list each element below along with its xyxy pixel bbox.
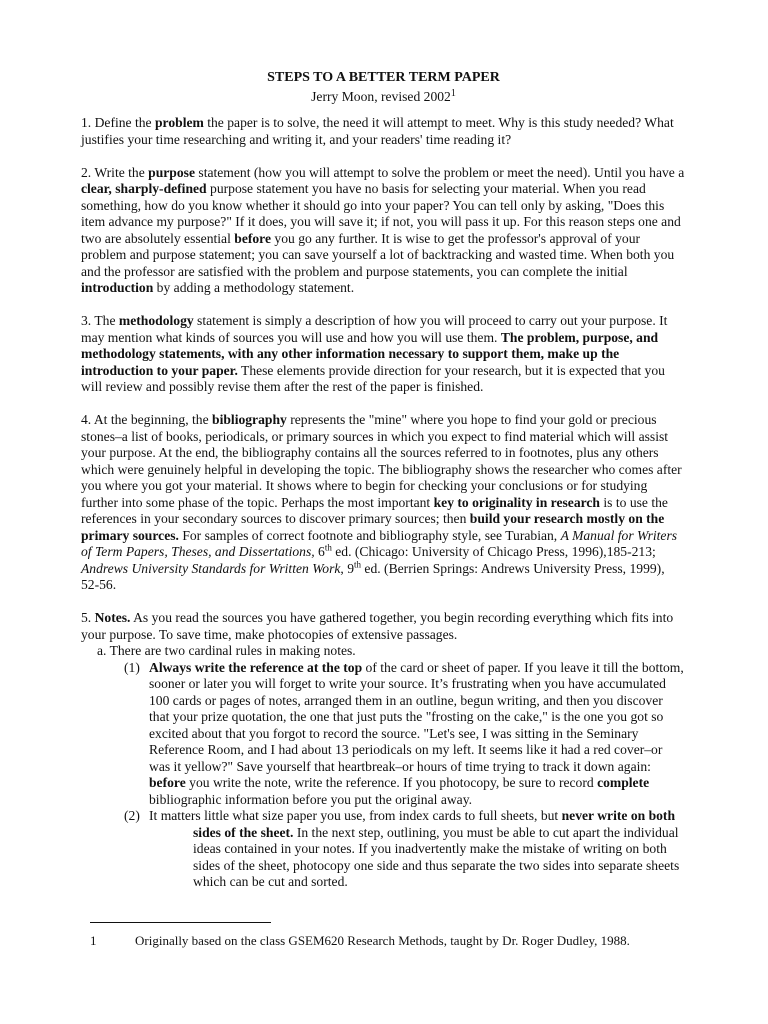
footnote [90, 933, 710, 949]
author-line [81, 89, 686, 106]
paragraph-methodology: 3. The methodology statement is simply a description of how you will proceed to carry out your purpose. It may mention what kinds of sources you will use and how you will use them. The problem, purpose, and methodology statements, with any other information necessary to support them, make up the introduction to your paper. These elements provide direction for your research, but it is expected that you will review and possibly revise them after the rest of the paper is finished. [81, 313, 668, 394]
footnote-divider [90, 922, 271, 923]
page-title: STEPS TO A BETTER TERM PAPER [267, 70, 500, 85]
footnote-text: Originally based on the class GSEM620 Research Methods, taught by Dr. Roger Dudley, 1988. [135, 933, 630, 948]
paragraph-purpose: 2. Write the purpose statement (how you will attempt to solve the problem or meet the need). Until you have a clear, sharply-defined purpose statement you have no basis for selecting your material. When you read something, how do you know whether it should go into your paper? You can tell only by asking, "Does this item advance my purpose?" If it does, you will save it; if not, you will pass it up. For this reason steps one and two are absolutely essential before you go any further. It is wise to get the professor's approval of your problem and purpose statement; you can save yourself a lot of backtracking and wasted time. When both you and the professor are satisfied with the problem and purpose statements, you can complete the initial introduction by adding a methodology statement. [81, 164, 685, 295]
paragraph-problem: 1. Define the problem the paper is to solve, the need it will attempt to meet. Why is this study needed? What justifies your time researching and writing it, and your readers' time reading it? [81, 115, 674, 147]
footnote-number: 1 [90, 933, 97, 948]
paragraph-notes: 5. Notes. As you read the sources you have gathered together, you begin recording everything which fits into your purpose. To save time, make photocopies of extensive passages. [81, 610, 674, 642]
list-number: (1) [124, 659, 140, 675]
list-item-1: (1) Always write the reference at the top of the card or sheet of paper. If you leave it till the bottom, sooner or later you will forget to write your source. It’s frustrating when you have accumulated 100 cards or pages of notes, arranged them in an outline, begun writing, and then you discover that your prize quotation, the one that just puts the "frosting on the cake," is the one you got so excited about that you forgot to record the source. "Let's see, I was sitting in the Seminary Reference Room, and I had about 13 periodicals on my left. It seems like it had a red cover–or was it yellow?" Save yourself that heartbreak–or hours of time trying to track it down again: before you write the note, write the reference. If you photocopy, be sure to record complete bibliographic information before you put the original away. [124, 659, 684, 807]
paragraph-bibliography: 4. At the beginning, the bibliography represents the "mine" where you hope to find your gold or precious stones–a list of books, periodicals, or primary sources in which you expect to find material which will assist your purpose. At the end, the bibliography contains all the sources referred to in footnotes, plus any others which were genuinely helpful in developing the topic. The bibliography shows the researcher who comes after you where you got your material. It shows where to begin for checking your conclusions or for studying further into some phase of the topic. Perhaps the most important key to originality in research is to use the references in your secondary sources to discover primary sources; then build your research mostly on the primary sources. For samples of correct footnote and bibliography style, see Turabian, A Manual for Writers of Term Papers, Theses, and Dissertations, 6th ed. (Chicago: University of Chicago Press, 1996),185-213; Andrews University Standards for Written Work, 9th ed. (Berrien Springs: Andrews University Press, 1999), 52-56. [81, 412, 682, 592]
author-name: Jerry Moon, revised 2002 [311, 88, 451, 104]
footnote-ref: 1 [450, 87, 456, 99]
list-number: (2) [124, 808, 140, 823]
document-page [81, 70, 686, 891]
list-item-2: (2) It matters little what size paper you use, from index cards to full sheets, but never write on both sides of the sheet. In the next step, outlining, you must be able to cut apart the individual ideas contained in your notes. If you inadvertently make the mistake of writing on both sides of the sheet, photocopy one side and thus separate the two sides into separate sheets which can be cut and sorted. [124, 808, 680, 889]
list-item-a: a. There are two cardinal rules in making notes. [97, 643, 356, 658]
